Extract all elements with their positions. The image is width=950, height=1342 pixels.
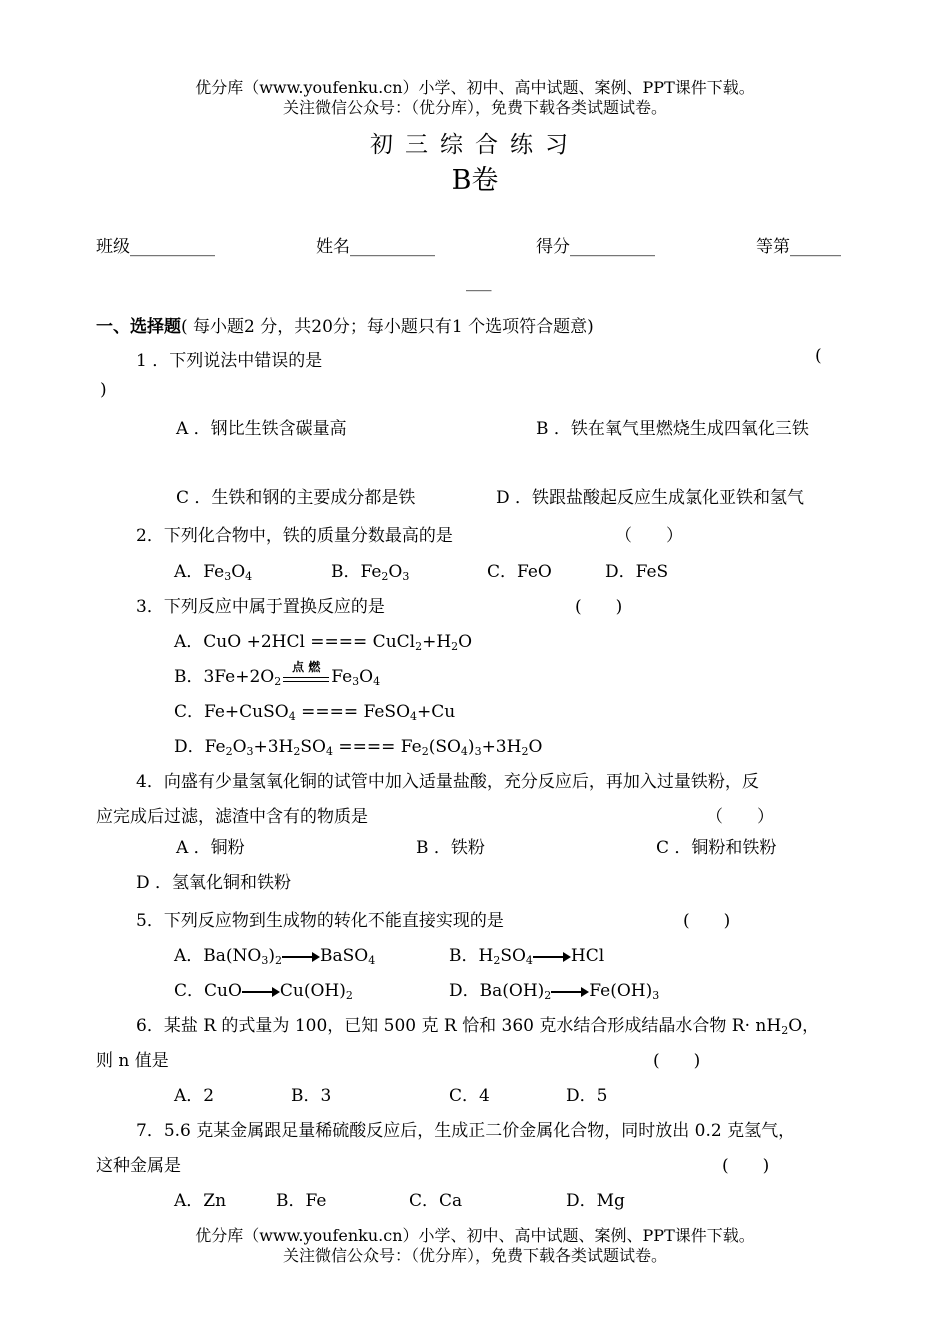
q1-stem: 1 ．下列说法中错误的是: [136, 351, 323, 371]
q5-paren: ( ): [683, 911, 731, 931]
q6-option-d: D．5: [566, 1086, 608, 1106]
q1-option-a: A ．钢比生铁含碳量高: [176, 419, 347, 439]
footer-line-2: 关注微信公众号：（优分库），免费下载各类试题试卷。: [282, 1246, 667, 1265]
q1-option-d: D ．铁跟盐酸起反应生成氯化亚铁和氢气: [496, 488, 805, 508]
arrow-icon: [533, 952, 571, 962]
q6-option-b: B．3: [291, 1086, 332, 1106]
q2-paren: （ ）: [615, 526, 683, 546]
q7-option-d: D．Mg: [566, 1191, 625, 1211]
q4-option-a: A ．铜粉: [176, 838, 245, 858]
ignite-label: 点 燃: [292, 659, 321, 674]
q1-option-c: C ．生铁和钢的主要成分都是铁: [176, 488, 416, 508]
q5-option-d: D．$Ba(OH)_2$ $Fe(OH)_3$: [449, 981, 660, 1002]
q7-paren: ( ): [722, 1156, 770, 1176]
q7-stem-line-2: 这种金属是: [96, 1156, 181, 1176]
q2-option-b: B．$Fe_2O_3$: [331, 562, 410, 583]
q1-paren-close: ): [100, 380, 107, 400]
section-heading: [96, 312, 594, 337]
q1-paren-open: (: [815, 346, 822, 366]
q1-option-b: B ．铁在氧气里燃烧生成四氧化三铁: [536, 419, 809, 439]
section-heading-title: 一、选择题: [96, 317, 181, 337]
q2-option-a: A．$Fe_3O_4$: [174, 562, 253, 583]
q6-stem-part-2: O，: [788, 1016, 820, 1036]
q6-paren: ( ): [653, 1051, 701, 1071]
q4-stem-line-1: 4．向盛有少量氢氧化铜的试管中加入适量盐酸，充分反应后，再加入过量铁粉，反: [136, 772, 759, 792]
q3-option-d: D．$Fe_2O_3+3H_2SO_4$ ==== $Fe_2(SO_4)_3+3H_2O$: [174, 737, 543, 758]
q5-option-c: C．CuO $Cu(OH)_2$: [174, 981, 353, 1002]
q6-stem-line-1: 6．某盐 R 的式量为 100，已知 500 克 R 恰和 360 克水结合形成结晶水合物 $R\cdot nH_2O$，: [136, 1016, 820, 1037]
page-subtitle: B卷: [451, 165, 499, 196]
footer-line-1: 优分库（www.youfenku.cn）小学、初中、高中试题、案例、PPT课件下载。: [195, 1226, 755, 1245]
arrow-icon: [551, 987, 589, 997]
q7-option-b: B．Fe: [276, 1191, 327, 1211]
q7-option-a: A．Zn: [174, 1191, 227, 1211]
q3-paren: ( ): [575, 597, 623, 617]
q3-stem: 3．下列反应中属于置换反应的是: [136, 597, 385, 617]
q3-option-b: B．$3Fe+2O_2$ 点 燃 $Fe_3O_4$: [174, 659, 381, 688]
ignite-condition: [281, 659, 331, 687]
name-field: 姓名__________: [316, 237, 435, 257]
section-heading-rule: ( 每小题2 分，共20分；每小题只有1 个选项符合题意): [181, 317, 594, 337]
q4-paren: （ ）: [706, 807, 774, 827]
class-field: 班级__________: [96, 237, 215, 257]
header-line-2: 关注微信公众号：（优分库），免费下载各类试题试卷。: [282, 98, 667, 117]
q6-option-c: C．4: [449, 1086, 490, 1106]
arrow-icon: [242, 987, 280, 997]
q5-option-a: A．$Ba(NO_3)_2$ BaSO$_4$: [174, 946, 376, 967]
rank-field-tail: ___: [466, 272, 492, 292]
q7-option-c: C．Ca: [409, 1191, 463, 1211]
q5-option-b: B．$H_2SO_4$ HCl: [449, 946, 605, 967]
q5-stem: 5．下列反应物到生成物的转化不能直接实现的是: [136, 911, 504, 931]
q3-option-a: A．CuO +2HCl ==== $CuCl_2+H_2O$: [174, 632, 473, 653]
page-title: 初三综合练习: [370, 132, 580, 158]
q6-option-a: A．2: [174, 1086, 215, 1106]
q4-option-d: D ．氢氧化铜和铁粉: [136, 873, 292, 893]
q6-stem-line-2: 则 n 值是: [96, 1051, 169, 1071]
q2-stem: 2．下列化合物中，铁的质量分数最高的是: [136, 526, 453, 546]
q4-option-b: B ．铁粉: [416, 838, 485, 858]
q4-stem-line-2: 应完成后过滤，滤渣中含有的物质是: [96, 807, 368, 827]
q3-option-c: C．Fe+CuSO$_4$ ==== FeSO$_4$+Cu: [174, 702, 456, 723]
q7-stem-line-1: 7．5.6 克某金属跟足量稀硫酸反应后，生成正二价金属化合物，同时放出 0.2 克氢气，: [136, 1121, 796, 1141]
q6-stem-part-1: 6．某盐 R 的式量为 100，已知 500 克 R 恰和 360 克水结合形成结晶水合物 R· nH: [136, 1016, 782, 1036]
q2-option-d: D．FeS: [605, 562, 669, 582]
rank-field: 等第______: [756, 237, 841, 257]
score-field: 得分__________: [536, 237, 655, 257]
q2-option-c: C．FeO: [487, 562, 552, 582]
header-line-1: 优分库（www.youfenku.cn）小学、初中、高中试题、案例、PPT课件下载。: [195, 78, 755, 97]
arrow-icon: [282, 952, 320, 962]
q4-option-c: C ．铜粉和铁粉: [656, 838, 777, 858]
